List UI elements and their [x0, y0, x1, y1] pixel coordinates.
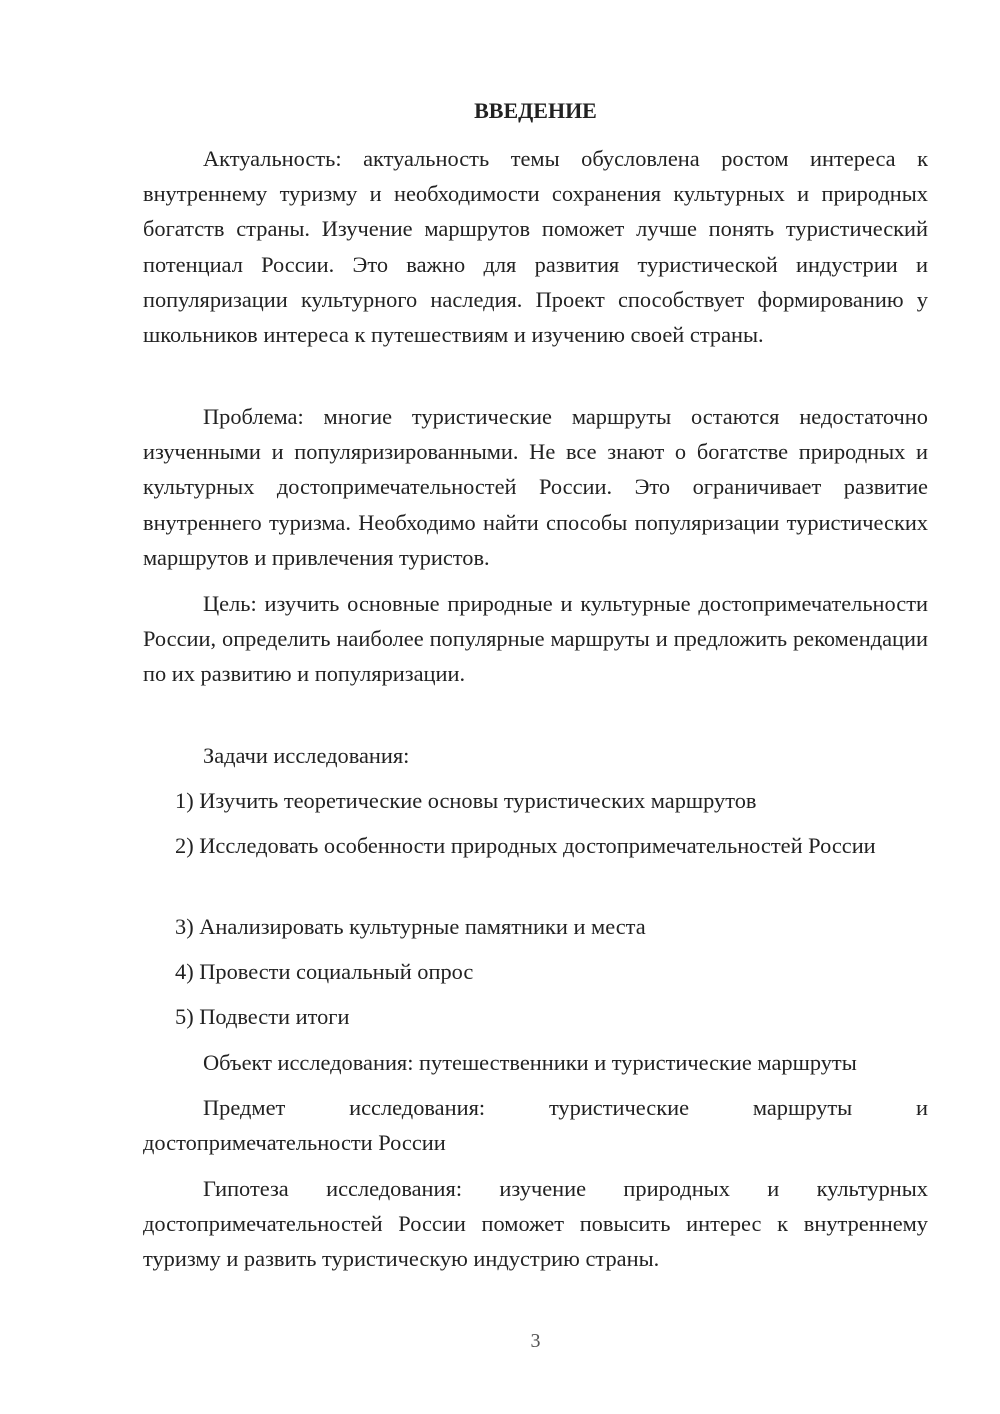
paragraph-subject: Предмет исследования: туристические маршруты и достопримечательности России: [143, 1095, 928, 1156]
section-title: ВВЕДЕНИЕ: [474, 98, 597, 123]
task-item-4: 4) Провести социальный опрос: [175, 959, 474, 984]
paragraph-hypothesis: Гипотеза исследования: изучение природных и культурных достопримечательностей России поможет повысить интерес к внутреннему туризму и развить туристическую индустрию страны.: [143, 1176, 928, 1272]
paragraph-problem: Проблема: многие туристические маршруты остаются недостаточно изученными и популяризированными. Не все знают о богатстве природных и культурных достопримечательностей России. Это ограничивает развитие внутреннего туризма. Необходимо найти способы популяризации туристических маршрутов и привлечения туристов.: [143, 404, 928, 570]
paragraph-relevance: Актуальность: актуальность темы обусловлена ростом интереса к внутреннему туризму и необходимости сохранения культурных и природных богатств страны. Изучение маршрутов поможет лучше понять туристический потенциал России. Это важно для развития туристической индустрии и популяризации культурного наследия. Проект способствует формированию у школьников интереса к путешествиям и изучению своей страны.: [143, 146, 928, 348]
paragraph-object: Объект исследования: путешественники и туристические маршруты: [203, 1050, 857, 1075]
task-item-3: 3) Анализировать культурные памятники и места: [175, 914, 646, 939]
task-item-2: 2) Исследовать особенности природных достопримечательностей России: [175, 833, 876, 858]
tasks-heading: Задачи исследования:: [203, 743, 410, 768]
task-item-1: 1) Изучить теоретические основы туристических маршрутов: [175, 788, 757, 813]
task-item-5: 5) Подвести итоги: [175, 1004, 350, 1029]
paragraph-goal: Цель: изучить основные природные и культурные достопримечательности России, определить наиболее популярные маршруты и предложить рекомендации по их развитию и популяризации.: [143, 591, 928, 687]
page-number: 3: [530, 1330, 541, 1352]
